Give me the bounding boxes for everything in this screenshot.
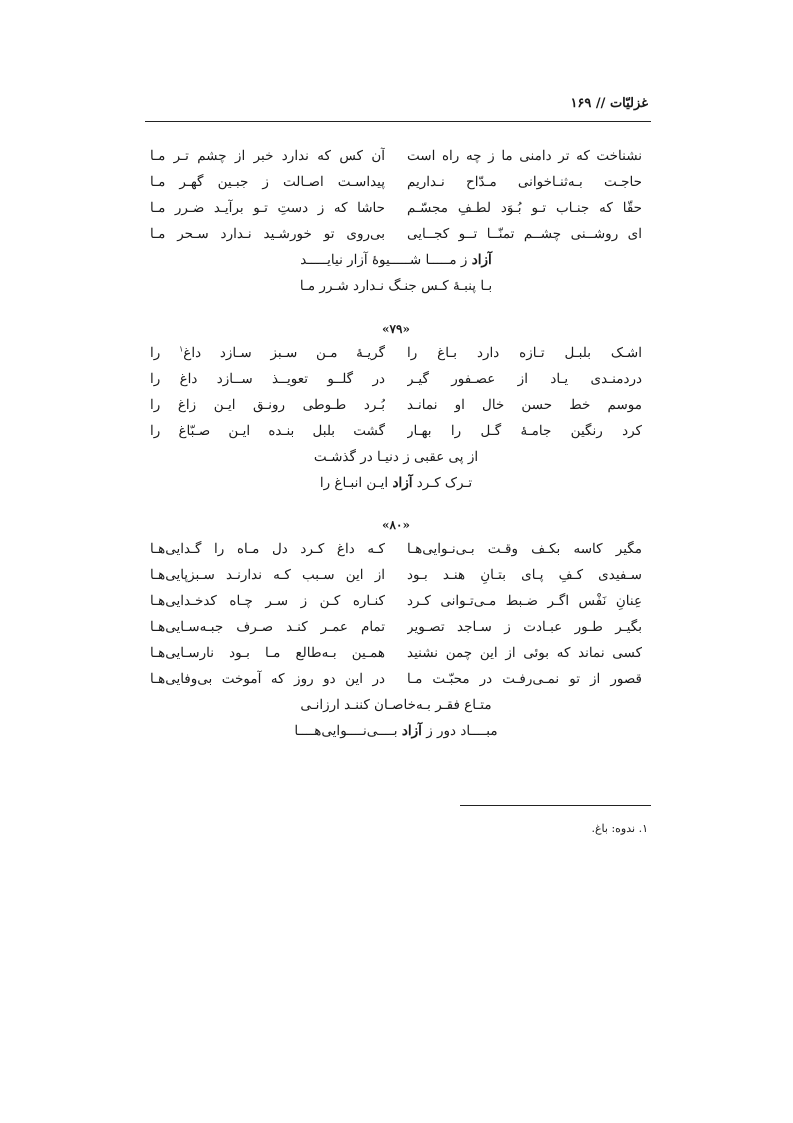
closing-text: متـاع فقـر بـه‌خاصـان کننـد ارزانـی — [300, 697, 492, 713]
hemistich-first: قصور از تو نمـی‌رفـت در محبّـت مـا — [407, 671, 642, 687]
bayt — [150, 418, 642, 444]
bayt — [150, 169, 642, 195]
footnote-rule — [460, 805, 651, 806]
bayt — [150, 143, 642, 169]
closing-text: مبــــاد دور ز — [421, 723, 498, 739]
hemistich-first: سـفیدی کـفِ پـای بتـانِ هنـد بـود — [407, 567, 642, 583]
bayt — [150, 588, 642, 614]
hemistich-second: پیداسـت اصـالت ز جبـین گهـر مـا — [150, 174, 385, 190]
bayt — [150, 366, 642, 392]
bayt — [150, 666, 642, 692]
bayt — [150, 340, 642, 366]
hemistich-second: بی‌روی تو خورشـید نـدارد سـحر مـا — [150, 226, 385, 242]
hemistich-second: در گلــو تعویــذ ســازد داغ را — [150, 371, 385, 387]
pen-name: آزاد — [471, 252, 492, 268]
hemistich-second: کـه داغ کـرد دل مـاه را گـدایی‌هـا — [150, 541, 385, 557]
hemistich-second: تمام عمـر کنـد صـرف جبـه‌سـایی‌هـا — [150, 619, 385, 635]
bayt — [150, 614, 642, 640]
closing-line — [150, 718, 642, 744]
bayt — [150, 640, 642, 666]
running-head: غزلیّات // ۱۶۹ — [570, 96, 648, 111]
bayt — [150, 562, 642, 588]
hemistich-first: مگیر کاسه بکـف وقـت بـی‌نـوایی‌هـا — [407, 541, 642, 557]
poem-79 — [150, 318, 642, 496]
hemistich-first: دردمنـدی یـاد از عصـفور گیـر — [407, 371, 642, 387]
poem-number: «۸۰» — [382, 518, 410, 532]
hemistich-second: آن کس که ندارد خبر از چشم تـر مـا — [150, 148, 385, 164]
hemistich-first: بگیـر طـور عبـادت ز سـاجد تصـویر — [407, 619, 642, 635]
hemistich-first: نشناخت که تر دامنی ما ز چه راه است — [407, 148, 642, 164]
bayt — [150, 221, 642, 247]
closing-text: ایـن انبـاغ را — [319, 475, 393, 491]
hemistich-text: گریـهٔ مـن سـبز سـازد داغ — [183, 345, 385, 361]
hemistich-second: کنـاره کـن ز سـر چـاه کدخـدایی‌هـا — [150, 593, 385, 609]
bayt — [150, 392, 642, 418]
closing-line — [150, 470, 642, 496]
closing-text: بــــی‌نــــوایی‌هــــا — [294, 723, 402, 739]
hemistich-first: کسی نماند که بوئی از این چمن نشنید — [407, 645, 642, 661]
closing-text: بـا پنبـهٔ کـس جنـگ نـدارد شـرر مـا — [299, 278, 493, 294]
hemistich-first: حاجـت بـه‌ثنـاخوانی مـدّاح نـداریم — [407, 174, 642, 190]
hemistich-first: کرد رنگین جامـهٔ گـل را بهـار — [407, 423, 642, 439]
closing-line — [150, 247, 642, 273]
hemistich-second: گشت بلبل بنـده ایـن صـبّاغ را — [150, 423, 385, 439]
hemistich-first: حقّا که جنـاب تـو بُـوَد لطـفِ مجسّـم — [407, 200, 642, 216]
bayt — [150, 195, 642, 221]
poem-number: «۷۹» — [382, 322, 410, 336]
poem-80 — [150, 514, 642, 744]
hemistich-tail: را — [150, 345, 179, 361]
hemistich-first: ای روشــنی چشــم تمنّــا تــو کجــایی — [407, 226, 642, 242]
closing-line — [150, 692, 642, 718]
closing-text: از پی عقبی ز دنیـا در گذشـت — [313, 449, 479, 465]
hemistich-first: عِنانِ نَفْس اگـر ضـبط مـی‌تـوانی کـرد — [407, 593, 642, 609]
closing-line — [150, 444, 642, 470]
hemistich-second: حاشا که ز دستِ تـو برآیـد ضـرر مـا — [150, 200, 385, 216]
pen-name: آزاد — [401, 723, 422, 739]
hemistich-second: در این دو روز که آموخت بی‌وفایی‌هـا — [150, 671, 385, 687]
pen-name: آزاد — [392, 475, 413, 491]
footnote: ۱. ندوه: باغ. — [591, 822, 648, 835]
closing-line — [150, 273, 642, 299]
hemistich-first: اشـک بلبـل تـازه دارد بـاغ را — [407, 345, 642, 361]
hemistich-first: موسم خط حسن خال او نمانـد — [407, 397, 642, 413]
closing-text: ز مـــــا شـــــیوهٔ آزار نیایـــــد — [300, 252, 472, 268]
closing-text: تـرک کـرد — [412, 475, 473, 491]
hemistich-second: از این سـبب کـه ندارنـد سـبزپایی‌هـا — [150, 567, 385, 583]
header-rule — [145, 121, 651, 122]
bayt — [150, 536, 642, 562]
poem-continued — [150, 143, 642, 299]
footnote-mark: ۱ — [179, 344, 184, 354]
hemistich-second: بُـرد طـوطی رونـق ایـن زاغ را — [150, 397, 385, 413]
hemistich-second: همـین بـه‌طالع مـا بـود نارسـایی‌هـا — [150, 645, 385, 661]
hemistich-second — [150, 340, 385, 366]
